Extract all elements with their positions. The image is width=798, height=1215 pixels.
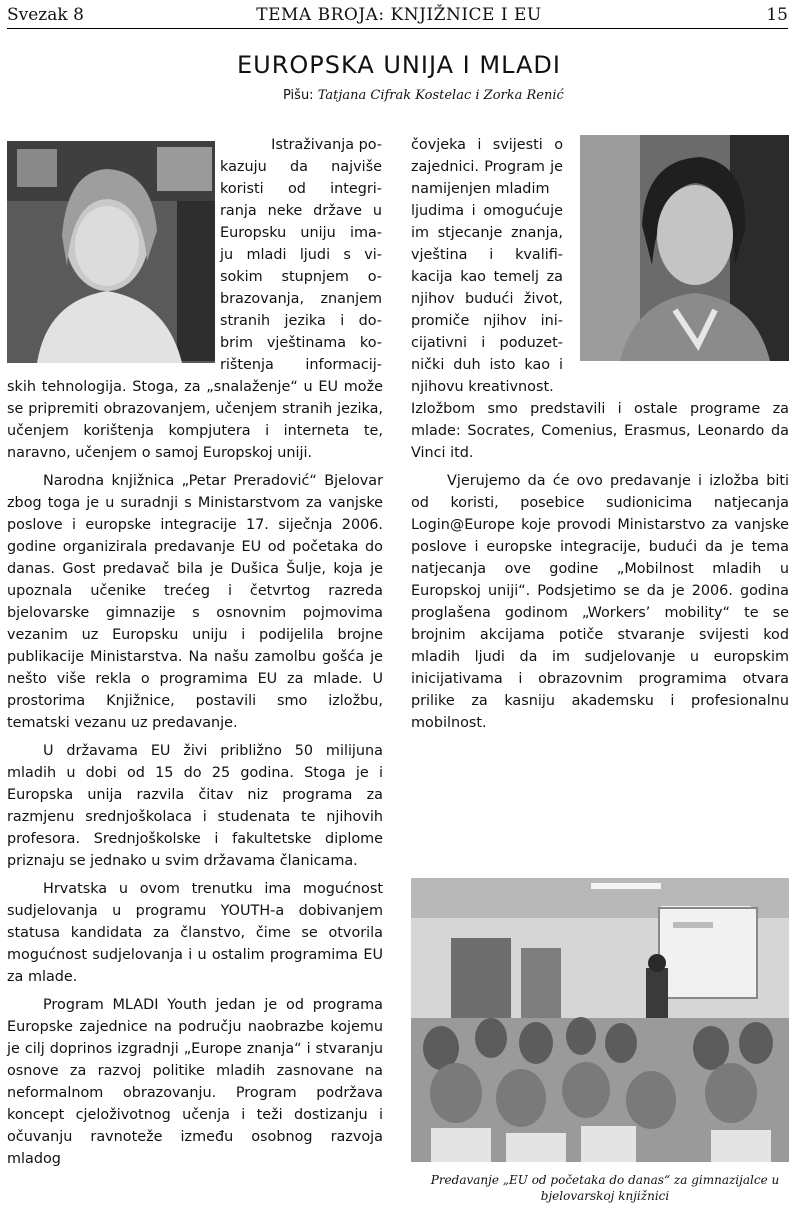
wrap-line: kazuju da najviše (220, 159, 382, 175)
wrap-line: sokim stupnjem o- (220, 269, 382, 285)
wrap-line: kacija kao temelj za (411, 269, 563, 285)
wrap-line: promiče njihov ini- (411, 313, 563, 329)
right-col-body (411, 398, 789, 734)
wrap-line: stranih jezika i do- (220, 313, 382, 329)
wrap-line: ljudima i omogućuje (411, 203, 563, 219)
byline-prefix: Pišu: (283, 88, 314, 103)
paragraph: U državama EU živi približno 50 milijuna mladih u dobi od 15 do 25 godina. Stoga je i Europska unija razvila čitav niz programa za razmjenu srednjoškolaca i studenata te njihovih profesora. Srednjoškolske i fakultetske diplome priznaju se jednako u svim državama članicama. (7, 743, 383, 869)
wrap-line: cijativni i poduzet- (411, 335, 563, 351)
byline (283, 88, 564, 103)
wrap-line: nički duh isto kao i (411, 357, 563, 373)
wrap-line: im stjecanje znanja, (411, 225, 563, 241)
paragraph: Narodna knjižnica „Petar Preradović“ Bjelovar zbog toga je u suradnji s Ministarstvom za vanjske poslove i europske integracije 17. siječnja 2006. godine organizirala predavanje EU od početaka do danas. Gost predavač bila je Dušica Šulje, koja je upoznala učenike trećeg i četvrtog razreda bjelovarske gimnazije s osnovnim pojmovima vezanim uz Europsku uniju i podijelila brojne publikacije Ministarstva. Na našu zamolbu gošća je nešto više rekla o programima EU za mlade. U prostorima Knjižnice, postavili smo izložbu, tematski vezanu uz predavanje. (7, 473, 383, 731)
byline-authors: Tatjana Cifrak Kostelac i Zorka Renić (317, 88, 564, 103)
wrap-line: ju mladi ljudi s vi- (220, 247, 382, 263)
author-photo-1 (7, 141, 215, 363)
wrap-line: brim vještinama ko- (220, 335, 382, 351)
wrap-line: Istraživanja po- (271, 137, 382, 153)
lecture-photo (411, 878, 789, 1162)
left-col-body (7, 376, 383, 1170)
wrap-line: njihov budući život, (411, 291, 563, 307)
right-col-wrap (411, 134, 563, 398)
paragraph: skih tehnologija. Stoga, za „snalaženje“ u EU može se pripremiti obrazovanjem, učenjem stranih jezika, učenjem korištenja kompjutera i interneta te, naravno, učenjem o samoj Europskoj uniji. (7, 379, 383, 461)
wrap-line: rištenja informacij- (220, 357, 382, 373)
left-col-wrap (220, 134, 382, 376)
wrap-line: brazovanja, znanjem (220, 291, 382, 307)
photo-caption: Predavanje „EU od početaka do danas“ za gimnazijalce u bjelovarskoj knjižnici (430, 1173, 780, 1203)
wrap-line: vještina i kvalifi- (411, 247, 563, 263)
wrap-line: njihovu kreativnost. (411, 379, 554, 395)
author-photo-2 (580, 135, 789, 361)
wrap-line: ranja neke države u (220, 203, 382, 219)
paragraph: Izložbom smo predstavili i ostale programe za mlade: Socrates, Comenius, Erasmus, Leonardo da Vinci itd. (411, 401, 789, 461)
article-title: EUROPSKA UNIJA I MLADI (237, 51, 561, 79)
page-number: 15 (766, 5, 788, 25)
issue-label: Svezak 8 (7, 5, 84, 25)
section-title: TEMA BROJA: KNJIŽNICE I EU (256, 5, 542, 25)
paragraph: Hrvatska u ovom trenutku ima mogućnost sudjelovanja u programu YOUTH-a dobivanjem statusa kandidata za članstvo, čime se otvorila mogućnost sudjelovanja i u ostalim programima EU za mlade. (7, 881, 383, 985)
wrap-line: Europsku uniju ima- (220, 225, 382, 241)
wrap-line: čovjeka i svijesti o (411, 137, 563, 153)
wrap-line: zajednici. Program je (411, 159, 563, 175)
paragraph: Program MLADI Youth jedan je od programa Europske zajednice na području naobrazbe kojemu je cilj doprinos izgradnji „Europe znanja“ i stvaranju osnove za razvoj politike mladih zasnovane na neformalnom obrazovanju. Program podržava koncept cjeloživotnog učenja i teži dostizanju i očuvanju ravnoteže između osobnog razvoja mladog (7, 997, 383, 1167)
header-rule (7, 28, 788, 29)
paragraph: Vjerujemo da će ovo predavanje i izložba biti od koristi, posebice sudionicima natjecanja Login@Europe koje provodi Ministarstvo za vanjske poslove i europske integracije, budući da je tema natjecanja ove godine „Mobilnost mladih u Europskoj uniji“. Podsjetimo se da je 2006. godina proglašena godinom „Workers’ mobility“ te se brojnim akcijama potiče stvaranje svijesti kod mladih ljudi da im sudjelovanje u europskim inicijativama i obrazovnim programima otvara prilike za kasniju akademsku i profesionalnu mobilnost. (411, 473, 789, 731)
wrap-line: koristi od integri- (220, 181, 382, 197)
wrap-line: namijenjen mladim (411, 181, 550, 197)
